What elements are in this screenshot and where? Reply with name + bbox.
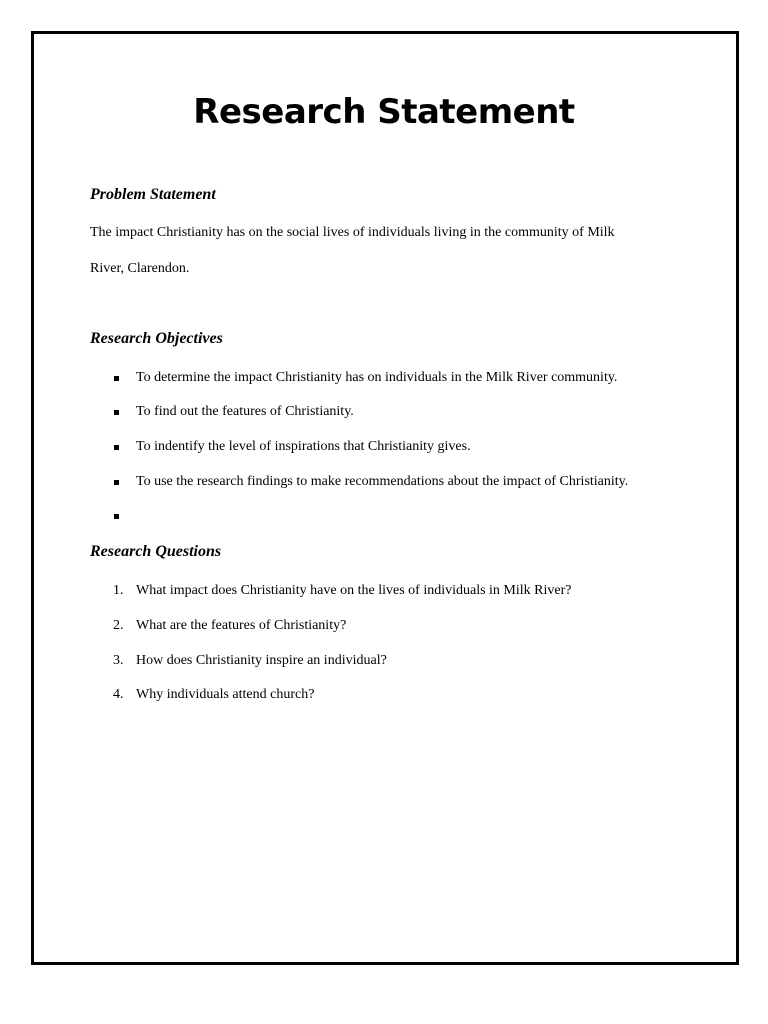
document-title: Research Statement bbox=[193, 92, 575, 132]
question-text: Why individuals attend church? bbox=[136, 687, 315, 702]
objective-text: To determine the impact Christianity has on individuals in the Milk River community. bbox=[136, 370, 618, 385]
objective-text: To find out the features of Christianity. bbox=[136, 404, 354, 419]
question-text: How does Christianity inspire an individual? bbox=[136, 653, 387, 668]
objective-text: To indentify the level of inspirations that Christianity gives. bbox=[136, 439, 471, 454]
square-bullet-icon bbox=[114, 445, 119, 450]
problem-statement-heading: Problem Statement bbox=[90, 186, 216, 203]
research-objectives-heading: Research Objectives bbox=[90, 330, 223, 347]
problem-statement-line-2: River, Clarendon. bbox=[90, 261, 190, 276]
square-bullet-icon bbox=[114, 514, 119, 519]
square-bullet-icon bbox=[114, 376, 119, 381]
question-number: 4. bbox=[113, 687, 124, 702]
research-questions-heading: Research Questions bbox=[90, 543, 222, 560]
question-number: 3. bbox=[113, 653, 124, 668]
page-border bbox=[31, 31, 739, 965]
problem-statement-line-1: The impact Christianity has on the social lives of individuals living in the community of Milk bbox=[90, 225, 615, 240]
question-text: What are the features of Christianity? bbox=[136, 618, 347, 633]
square-bullet-icon bbox=[114, 480, 119, 485]
square-bullet-icon bbox=[114, 410, 119, 415]
question-text: What impact does Christianity have on the lives of individuals in Milk River? bbox=[136, 583, 572, 598]
question-number: 1. bbox=[113, 583, 124, 598]
question-number: 2. bbox=[113, 618, 124, 633]
objective-text: To use the research findings to make recommendations about the impact of Christianity. bbox=[136, 474, 629, 489]
